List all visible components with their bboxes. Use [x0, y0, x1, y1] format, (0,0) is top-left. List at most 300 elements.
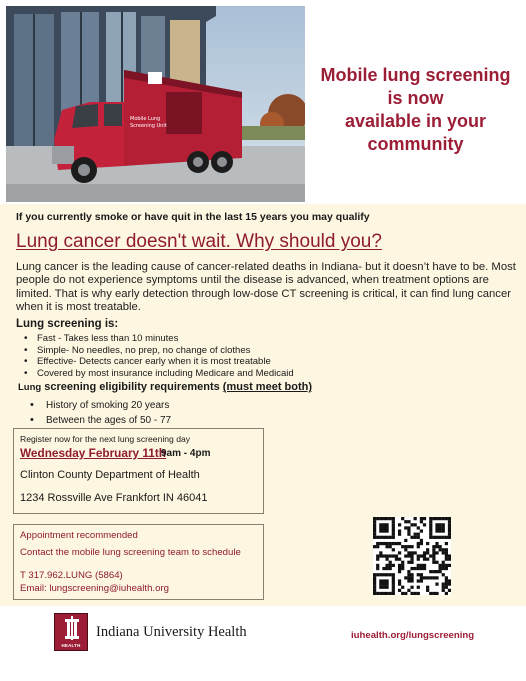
qr-module	[401, 545, 404, 548]
qr-module	[395, 554, 398, 557]
qr-module	[407, 561, 410, 564]
qr-module	[445, 567, 448, 570]
logo-subtext: HEALTH	[61, 643, 81, 648]
qr-module	[429, 529, 432, 532]
qr-module	[376, 536, 379, 539]
qr-module	[410, 567, 413, 570]
qr-module	[445, 548, 448, 551]
qr-module	[423, 567, 426, 570]
qr-module	[404, 520, 407, 523]
qr-module	[395, 542, 398, 545]
qr-module	[435, 536, 438, 539]
qr-module	[392, 529, 395, 532]
qr-module	[392, 526, 395, 529]
qr-module	[420, 554, 423, 557]
qr-module	[429, 576, 432, 579]
qr-module	[420, 564, 423, 567]
qr-module	[382, 567, 385, 570]
qr-module	[379, 551, 382, 554]
qr-module	[379, 573, 382, 576]
qr-code[interactable]	[373, 517, 451, 595]
qr-module	[432, 551, 435, 554]
qr-module	[410, 545, 413, 548]
phone-link[interactable]: T 317.962.LUNG (5864)	[20, 570, 123, 581]
qr-module	[389, 592, 392, 595]
qr-module	[414, 551, 417, 554]
qr-module	[435, 523, 438, 526]
qr-module	[429, 592, 432, 595]
qr-module	[435, 583, 438, 586]
qr-module	[429, 517, 432, 520]
qr-module	[448, 529, 451, 532]
qr-module	[407, 551, 410, 554]
qr-module	[379, 554, 382, 557]
qr-module	[382, 579, 385, 582]
qr-module	[435, 576, 438, 579]
qr-module	[404, 554, 407, 557]
qr-module	[373, 526, 376, 529]
qr-module	[407, 579, 410, 582]
qr-module	[404, 545, 407, 548]
qr-module	[410, 586, 413, 589]
headline-line: community	[367, 134, 464, 154]
qr-module	[426, 558, 429, 561]
qr-module	[442, 548, 445, 551]
eligibility-heading	[18, 381, 312, 393]
qr-module	[432, 576, 435, 579]
list-item: • Simple- No needles, no prep, no change of clothes	[24, 345, 294, 357]
qr-module	[392, 520, 395, 523]
qr-module	[439, 523, 442, 526]
qr-module	[379, 579, 382, 582]
qr-module	[417, 545, 420, 548]
qualify-text: If you currently smoke or have quit in the last 15 years you may qualify	[16, 211, 370, 223]
appointment-text: Appointment recommended	[20, 530, 138, 541]
qr-module	[407, 554, 410, 557]
qr-module	[407, 576, 410, 579]
qr-module	[373, 592, 376, 595]
qr-module	[398, 558, 401, 561]
qr-module	[404, 539, 407, 542]
qr-module	[420, 539, 423, 542]
qr-module	[423, 551, 426, 554]
qr-module	[398, 589, 401, 592]
list-item: • History of smoking 20 years	[30, 398, 171, 413]
qr-module	[410, 551, 413, 554]
qr-module	[432, 536, 435, 539]
qr-module	[420, 579, 423, 582]
qr-module	[382, 523, 385, 526]
qr-module	[401, 567, 404, 570]
qr-module	[435, 545, 438, 548]
truck-label-line1: Mobile Lung	[130, 116, 161, 122]
qr-module	[389, 536, 392, 539]
qr-module	[439, 567, 442, 570]
qr-module	[426, 576, 429, 579]
qr-module	[442, 536, 445, 539]
qr-module	[417, 526, 420, 529]
qr-module	[385, 529, 388, 532]
qr-module	[417, 586, 420, 589]
qr-module	[432, 561, 435, 564]
qr-module	[404, 548, 407, 551]
eligibility-emphasis: (must meet both)	[222, 381, 313, 393]
qr-module	[379, 536, 382, 539]
qr-module	[417, 564, 420, 567]
qr-module	[414, 517, 417, 520]
qr-module	[392, 533, 395, 536]
qr-module	[414, 533, 417, 536]
qr-module	[445, 558, 448, 561]
qr-module	[432, 548, 435, 551]
qr-module	[385, 592, 388, 595]
qr-module	[410, 523, 413, 526]
qr-module	[448, 589, 451, 592]
qr-module	[401, 586, 404, 589]
qr-module	[426, 542, 429, 545]
qr-module	[379, 542, 382, 545]
qr-module	[410, 558, 413, 561]
qr-module	[373, 589, 376, 592]
qr-module	[385, 545, 388, 548]
qr-module	[420, 542, 423, 545]
qr-module	[442, 583, 445, 586]
qr-module	[448, 536, 451, 539]
qr-module	[417, 554, 420, 557]
screening-heading: Lung screening is:	[16, 318, 119, 330]
qr-module	[423, 523, 426, 526]
qr-module	[389, 517, 392, 520]
qr-module	[442, 551, 445, 554]
qr-module	[385, 583, 388, 586]
qr-module	[382, 586, 385, 589]
qr-module	[439, 526, 442, 529]
qr-module	[439, 545, 442, 548]
qr-module	[407, 545, 410, 548]
qr-module	[392, 576, 395, 579]
qr-module	[407, 573, 410, 576]
qr-module	[445, 586, 448, 589]
qr-module	[382, 529, 385, 532]
qr-module	[414, 567, 417, 570]
qr-module	[445, 551, 448, 554]
qr-module	[376, 558, 379, 561]
event-address: 1234 Rossville Ave Frankfort IN 46041	[20, 492, 208, 504]
eligibility-heading-lung: Lung	[18, 382, 42, 393]
qr-module	[389, 573, 392, 576]
qr-module	[398, 551, 401, 554]
qr-module	[392, 536, 395, 539]
qr-module	[432, 545, 435, 548]
qr-module	[414, 523, 417, 526]
qr-module	[404, 592, 407, 595]
qr-module	[435, 551, 438, 554]
qr-module	[435, 529, 438, 532]
qr-module	[376, 542, 379, 545]
eligibility-heading-text: screening eligibility requirements	[44, 381, 220, 393]
qr-module	[429, 526, 432, 529]
qr-module	[401, 592, 404, 595]
qr-module	[445, 576, 448, 579]
qr-module	[382, 573, 385, 576]
mobile-screening-truck-photo	[6, 6, 305, 202]
qr-module	[392, 554, 395, 557]
qr-module	[448, 564, 451, 567]
qr-module	[373, 583, 376, 586]
qr-module	[373, 545, 376, 548]
qr-module	[392, 586, 395, 589]
qr-module	[442, 523, 445, 526]
qr-module	[407, 526, 410, 529]
qr-module	[448, 523, 451, 526]
qr-module	[417, 592, 420, 595]
event-date: Wednesday February 11th	[20, 446, 166, 460]
qr-module	[410, 576, 413, 579]
contact-instruction: Contact the mobile lung screening team to schedule	[20, 547, 241, 558]
qr-module	[373, 586, 376, 589]
qr-module	[410, 573, 413, 576]
qr-module	[442, 567, 445, 570]
qr-module	[379, 526, 382, 529]
qr-module	[373, 523, 376, 526]
qr-module	[423, 576, 426, 579]
qr-module	[448, 533, 451, 536]
qr-module	[414, 536, 417, 539]
qr-module	[439, 529, 442, 532]
qr-module	[417, 542, 420, 545]
qr-module	[401, 517, 404, 520]
qr-module	[389, 545, 392, 548]
qr-module	[382, 526, 385, 529]
qr-module	[373, 517, 376, 520]
qr-module	[389, 567, 392, 570]
qr-module	[445, 536, 448, 539]
org-name: Indiana University Health	[96, 624, 247, 640]
qr-module	[429, 520, 432, 523]
qr-module	[420, 573, 423, 576]
qr-module	[442, 589, 445, 592]
qr-module	[448, 517, 451, 520]
qr-module	[382, 517, 385, 520]
qr-module	[407, 520, 410, 523]
qr-module	[426, 589, 429, 592]
qr-module	[398, 583, 401, 586]
qr-module	[389, 564, 392, 567]
qr-module	[432, 570, 435, 573]
qr-module	[389, 542, 392, 545]
qr-module	[376, 564, 379, 567]
qr-module	[417, 573, 420, 576]
headline-line: available in your	[344, 111, 487, 131]
qr-module	[417, 567, 420, 570]
qr-module	[442, 573, 445, 576]
qr-module	[392, 573, 395, 576]
event-time: 9am - 4pm	[161, 448, 211, 459]
list-item: • Fast - Takes less than 10 minutes	[24, 333, 294, 345]
qr-module	[398, 567, 401, 570]
qr-module	[385, 573, 388, 576]
qr-module	[445, 517, 448, 520]
qr-module	[389, 554, 392, 557]
qr-module	[398, 579, 401, 582]
qr-module	[417, 536, 420, 539]
qr-module	[420, 517, 423, 520]
qr-module	[382, 554, 385, 557]
qr-module	[442, 561, 445, 564]
qr-module	[373, 573, 376, 576]
qr-module	[404, 526, 407, 529]
qr-module	[445, 592, 448, 595]
qr-module	[379, 523, 382, 526]
qr-module	[407, 589, 410, 592]
qr-module	[407, 533, 410, 536]
qr-module	[392, 564, 395, 567]
qr-module	[432, 592, 435, 595]
qr-module	[389, 561, 392, 564]
list-item: • Between the ages of 50 - 77	[30, 413, 171, 428]
qr-module	[423, 558, 426, 561]
qr-module	[398, 533, 401, 536]
qr-module	[385, 542, 388, 545]
qr-module	[420, 567, 423, 570]
qr-module	[385, 558, 388, 561]
qr-module	[439, 570, 442, 573]
qr-module	[445, 554, 448, 557]
qr-module	[420, 576, 423, 579]
qr-module	[373, 520, 376, 523]
qr-module	[376, 567, 379, 570]
qr-module	[385, 523, 388, 526]
qr-module	[435, 592, 438, 595]
screening-list	[24, 333, 294, 379]
qr-module	[423, 554, 426, 557]
qr-module	[385, 579, 388, 582]
qr-module	[445, 583, 448, 586]
qr-module	[439, 517, 442, 520]
qr-module	[448, 558, 451, 561]
qr-module	[442, 564, 445, 567]
qr-module	[373, 529, 376, 532]
qr-module	[398, 529, 401, 532]
qr-module	[423, 517, 426, 520]
qr-module	[435, 517, 438, 520]
website-link[interactable]: iuhealth.org/lungscreening	[351, 630, 475, 641]
qr-module	[432, 558, 435, 561]
qr-module	[376, 517, 379, 520]
eligibility-list	[30, 398, 171, 428]
headline-line: is now	[387, 88, 444, 108]
qr-module	[442, 526, 445, 529]
qr-module	[429, 533, 432, 536]
qr-module	[379, 529, 382, 532]
qr-module	[379, 583, 382, 586]
qr-module	[442, 517, 445, 520]
qr-module	[432, 517, 435, 520]
qr-module	[420, 520, 423, 523]
qr-module	[385, 586, 388, 589]
qr-module	[442, 586, 445, 589]
qr-module	[429, 570, 432, 573]
qr-module	[410, 561, 413, 564]
qr-module	[382, 583, 385, 586]
qr-module	[392, 542, 395, 545]
list-item: • Effective- Detects cancer early when it is most treatable	[24, 356, 294, 368]
qr-module	[404, 576, 407, 579]
qr-module	[373, 536, 376, 539]
qr-module	[417, 558, 420, 561]
page-title: Lung cancer doesn't wait. Why should you?	[16, 231, 382, 252]
qr-module	[410, 579, 413, 582]
qr-module	[382, 536, 385, 539]
qr-module	[395, 558, 398, 561]
qr-module	[385, 564, 388, 567]
qr-module	[376, 554, 379, 557]
qr-module	[445, 579, 448, 582]
qr-module	[426, 586, 429, 589]
qr-module	[379, 586, 382, 589]
qr-module	[448, 554, 451, 557]
qr-module	[392, 523, 395, 526]
qr-module	[401, 561, 404, 564]
truck-label-line2: Screening Unit	[130, 123, 167, 129]
headline-line: Mobile lung screening	[320, 65, 511, 85]
qr-module	[385, 517, 388, 520]
list-item: • Covered by most insurance including Medicare and Medicaid	[24, 368, 294, 380]
qr-module	[448, 583, 451, 586]
qr-module	[432, 554, 435, 557]
qr-module	[429, 523, 432, 526]
qr-module	[435, 570, 438, 573]
qr-module	[407, 570, 410, 573]
qr-module	[417, 533, 420, 536]
qr-module	[445, 564, 448, 567]
qr-module	[373, 533, 376, 536]
qr-module	[385, 536, 388, 539]
qr-module	[398, 564, 401, 567]
qr-module	[382, 592, 385, 595]
qr-module	[392, 583, 395, 586]
qr-module	[439, 536, 442, 539]
qr-module	[420, 529, 423, 532]
qr-module	[401, 564, 404, 567]
qr-module	[417, 579, 420, 582]
qr-module	[439, 548, 442, 551]
qr-module	[448, 526, 451, 529]
intro-paragraph: Lung cancer is the leading cause of cancer-related deaths in Indiana- but it doesn’t have to be. Most people do not experience symptoms until the disease is advanced, when treatment options are limited. That is why early detection through low-dose CT screening is critical, it can find lung cancer when it is most treatable.	[16, 261, 516, 313]
qr-module	[448, 579, 451, 582]
qr-module	[379, 517, 382, 520]
email-link[interactable]: Email: lungscreening@iuhealth.org	[20, 583, 169, 594]
qr-module	[435, 526, 438, 529]
qr-module	[410, 536, 413, 539]
qr-module	[382, 542, 385, 545]
qr-module	[448, 520, 451, 523]
qr-module	[439, 564, 442, 567]
qr-module	[407, 529, 410, 532]
qr-module	[392, 579, 395, 582]
headline	[305, 64, 526, 156]
qr-module	[392, 517, 395, 520]
qr-module	[392, 589, 395, 592]
qr-module	[426, 548, 429, 551]
qr-module	[398, 542, 401, 545]
qr-module	[445, 542, 448, 545]
qr-module	[398, 523, 401, 526]
qr-module	[429, 536, 432, 539]
qr-module	[398, 570, 401, 573]
qr-module	[442, 529, 445, 532]
qr-module	[414, 592, 417, 595]
